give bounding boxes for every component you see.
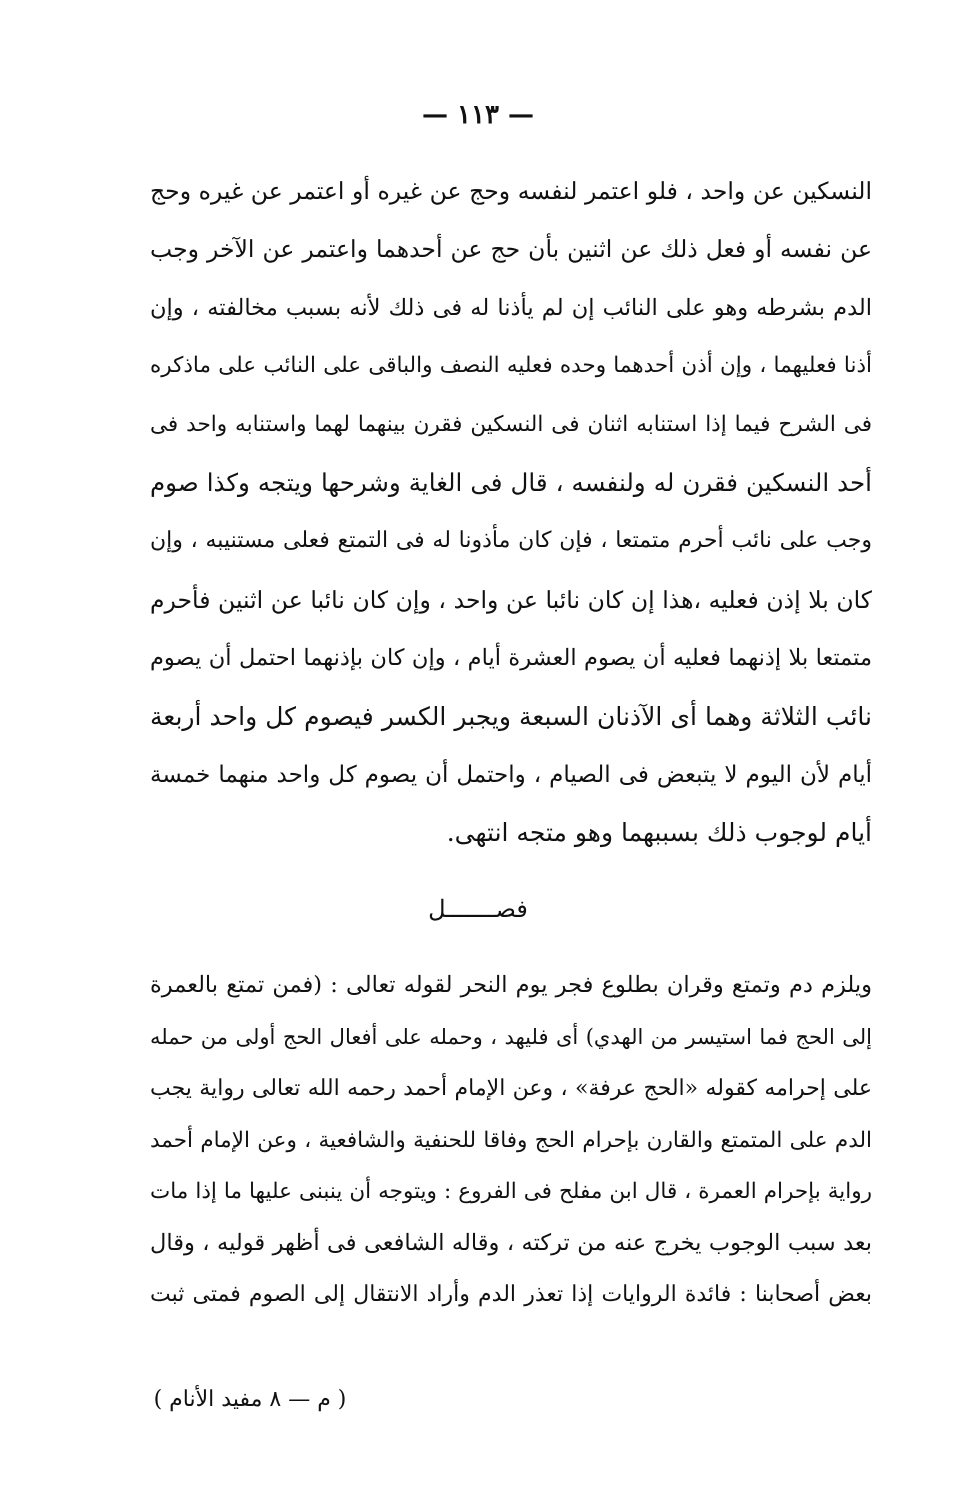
text-line: بعد سبب الوجوب يخرج عنه من تركته ، وقاله الشافعى فى أظهر قوليه ، وقال <box>150 1229 872 1256</box>
text-line: أيام لأن اليوم لا يتبعض فى الصيام ، واحتمل أن يصوم كل واحد منهما خمسة <box>150 761 872 788</box>
text-line: متمتعا بلا إذنهما فعليه أن يصوم العشرة أيام ، وإن كان بإذنهما احتمل أن يصوم <box>150 645 872 672</box>
text-line: أحد النسكين فقرن له ولنفسه ، قال فى الغاية وشرحها ويتجه وكذا صوم <box>150 467 872 497</box>
text-line: عن نفسه أو فعل ذلك عن اثنين بأن حج عن أحدهما واعتمر عن الآخر وجب <box>150 235 872 264</box>
text-line: وجب على نائب أحرم متمتعا ، فإن كان مأذونا له فى التمتع فعلى مستنيبه ، وإن <box>150 528 872 554</box>
text-line: أيام لوجوب ذلك بسببهما وهو متجه انتهى. <box>446 818 872 848</box>
text-line: أذنا فعليهما ، وإن أذن أحدهما وحده فعليه النصف والباقى على النائب على ماذكره <box>150 353 872 379</box>
paragraph-1 <box>150 162 872 863</box>
text-line: بعض أصحابنا : فائدة الروايات إذا تعذر الدم وأراد الانتقال إلى الصوم فمتى ثبت <box>150 1282 872 1307</box>
text-line: الدم على المتمتع والقارن بإحرام الحج وفاقا للحنفية والشافعية ، وعن الإمام أحمد <box>150 1127 872 1153</box>
text-line: ويلزم دم وتمتع وقران بطلوع فجر يوم النحر لقوله تعالى : (فمن تمتع بالعمرة <box>150 972 872 998</box>
text-line: نائب الثلاثة وهما أى الآذنان السبعة ويجبر الكسر فيصوم كل واحد أربعة <box>150 701 872 731</box>
text-line: إلى الحج فما استيسر من الهدي) أى فليهد ، وحمله على أفعال الحج أولى من حمله <box>150 1024 872 1049</box>
text-line: الدم بشرطه وهو على النائب إن لم يأذنا له فى ذلك لأنه بسبب مخالفته ، وإن <box>150 294 872 321</box>
text-line: على إحرامه كقوله «الحج عرفة» ، وعن الإمام أحمد رحمه الله تعالى رواية يجب <box>150 1076 872 1101</box>
text-line: فى الشرح فيما إذا استنابه اثنان فى النسكين فقرن بينهما لهما واستنابه واحد فى <box>150 411 872 437</box>
text-line: النسكين عن واحد ، فلو اعتمر لنفسه وحج عن غيره أو اعتمر عن غيره وحج <box>150 177 872 205</box>
footer-signature: ( م — ٨ مفيد الأنام ) <box>153 1387 347 1412</box>
text-line: كان بلا إذن فعليه ،هذا إن كان نائبا عن واحد ، وإن كان نائبا عن اثنين فأحرم <box>150 585 872 614</box>
text-line: رواية بإحرام العمرة ، قال ابن مفلح فى الفروع : ويتوجه أن ينبنى عليها ما إذا مات <box>150 1179 872 1204</box>
section-heading: فصـــــــل <box>428 895 528 923</box>
paragraph-2 <box>150 960 872 1321</box>
page-number: — ١١٣ — <box>421 100 535 130</box>
